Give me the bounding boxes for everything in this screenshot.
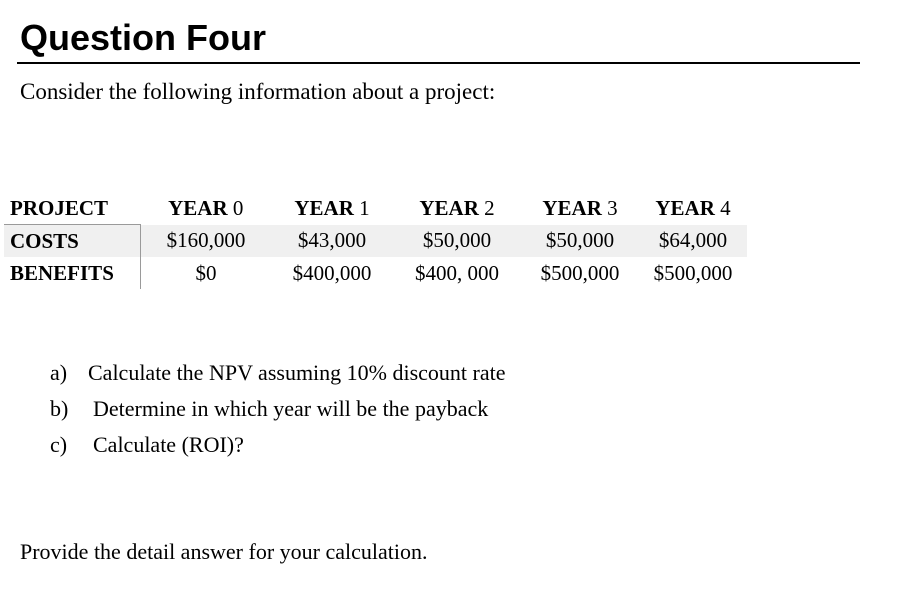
list-item: [50, 430, 506, 466]
benefit-year-0: $0: [195, 260, 217, 285]
header-project: PROJECT: [4, 192, 141, 225]
question-list: [50, 358, 506, 466]
row-label-costs: COSTS: [4, 225, 141, 258]
row-label-benefits: BENEFITS: [4, 257, 141, 289]
header-year-2: YEAR 2: [419, 195, 495, 220]
cost-year-1: $43,000: [271, 225, 393, 258]
intro-text: Consider the following information about a project:: [20, 79, 496, 104]
project-table: [4, 192, 747, 289]
list-item: [50, 358, 506, 394]
question-marker: a): [50, 360, 68, 385]
table-row-benefits: [4, 257, 747, 289]
list-item: [50, 394, 506, 430]
cost-year-2: $50,000: [393, 225, 521, 258]
question-text: Determine in which year will be the payback: [93, 396, 489, 421]
header-year-4: YEAR 4: [655, 195, 731, 220]
question-text: Calculate (ROI)?: [93, 432, 244, 457]
header-year-3: YEAR 3: [542, 195, 618, 220]
page-title: Question Four: [20, 17, 266, 58]
cost-year-0: $160,000: [141, 225, 272, 258]
header-year-0: YEAR 0: [168, 195, 244, 220]
question-marker: b): [50, 396, 69, 421]
header-year-1: YEAR 1: [294, 195, 370, 220]
title-divider: [17, 62, 860, 64]
benefit-year-1: $400,000: [292, 260, 372, 285]
cost-year-3: $50,000: [521, 225, 639, 258]
benefit-year-3: $500,000: [540, 260, 620, 285]
benefit-year-2: $400, 000: [415, 260, 499, 285]
table-row-costs: [4, 225, 747, 258]
cost-year-4: $64,000: [639, 225, 747, 258]
question-text: Calculate the NPV assuming 10% discount rate: [88, 360, 506, 385]
benefit-year-4: $500,000: [653, 260, 733, 285]
footer-instruction: Provide the detail answer for your calculation.: [20, 539, 428, 564]
table-header-row: [4, 192, 747, 225]
question-marker: c): [50, 432, 68, 457]
